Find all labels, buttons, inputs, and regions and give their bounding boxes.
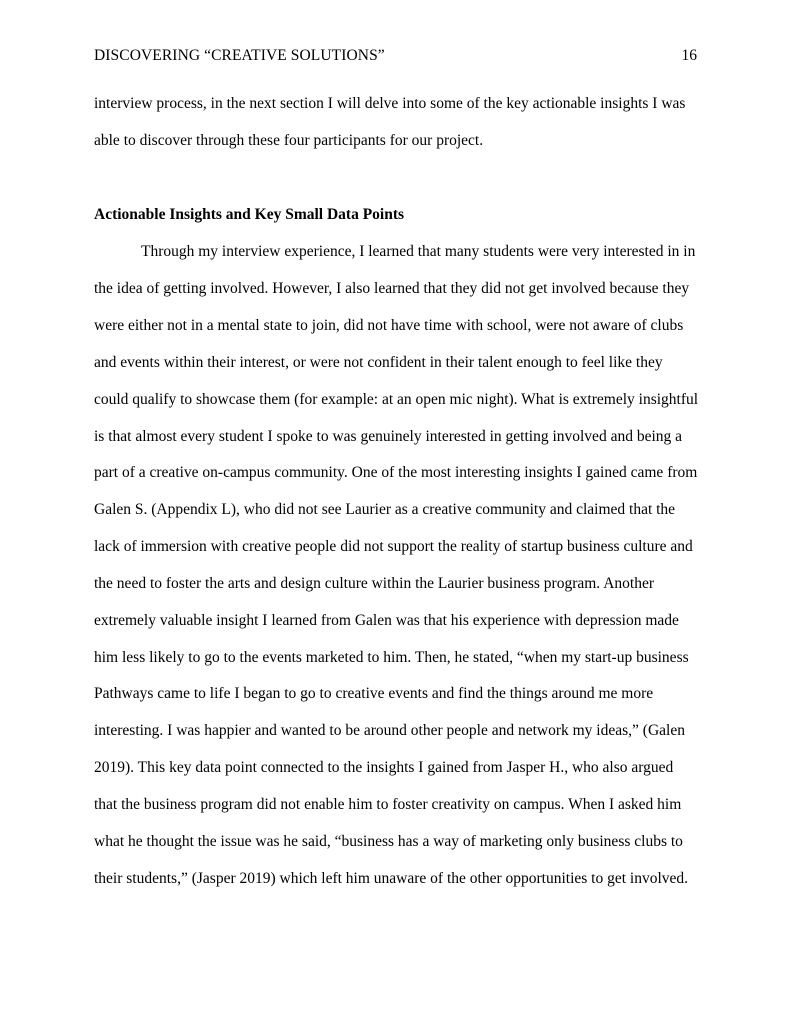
body-line: part of a creative on-campus community. One of the most interesting insights I gained came from bbox=[94, 464, 698, 481]
body-line: the need to foster the arts and design culture within the Laurier business program. Another bbox=[94, 575, 654, 592]
body-line: their students,” (Jasper 2019) which left him unaware of the other opportunities to get involved. bbox=[94, 870, 689, 887]
body-line: Pathways came to life I began to go to creative events and find the things around me more bbox=[94, 685, 654, 702]
body-line: the idea of getting involved. However, I also learned that they did not get involved because they bbox=[94, 280, 690, 297]
body-line: interview process, in the next section I will delve into some of the key actionable insights I was bbox=[94, 95, 686, 112]
page-number: 16 bbox=[681, 47, 697, 64]
body-line: him less likely to go to the events marketed to him. Then, he stated, “when my start-up business bbox=[94, 649, 689, 666]
section-heading: Actionable Insights and Key Small Data Points bbox=[94, 206, 405, 223]
body-line: could qualify to showcase them (for example: at an open mic night). What is extremely insightful bbox=[94, 391, 699, 408]
body-line: Through my interview experience, I learned that many students were very interested in in bbox=[141, 243, 696, 260]
body-line: Galen S. (Appendix L), who did not see Laurier as a creative community and claimed that the bbox=[94, 501, 676, 518]
body-line: interesting. I was happier and wanted to be around other people and network my ideas,” (Galen bbox=[94, 722, 685, 739]
body-line: that the business program did not enable him to foster creativity on campus. When I asked him bbox=[94, 796, 682, 813]
body-line: and events within their interest, or were not confident in their talent enough to feel like they bbox=[94, 354, 663, 371]
body-line: extremely valuable insight I learned from Galen was that his experience with depression made bbox=[94, 612, 679, 629]
body-line: were either not in a mental state to join, did not have time with school, were not aware of clubs bbox=[94, 317, 684, 334]
body-line: what he thought the issue was he said, “business has a way of marketing only business clubs to bbox=[94, 833, 683, 850]
body-line: 2019). This key data point connected to the insights I gained from Jasper H., who also argued bbox=[94, 759, 674, 776]
running-head: DISCOVERING “CREATIVE SOLUTIONS” bbox=[94, 47, 385, 64]
body-line: lack of immersion with creative people did not support the reality of startup business culture and bbox=[94, 538, 693, 555]
body-line: able to discover through these four participants for our project. bbox=[94, 132, 484, 149]
body-line: is that almost every student I spoke to was genuinely interested in getting involved and being a bbox=[94, 428, 683, 445]
